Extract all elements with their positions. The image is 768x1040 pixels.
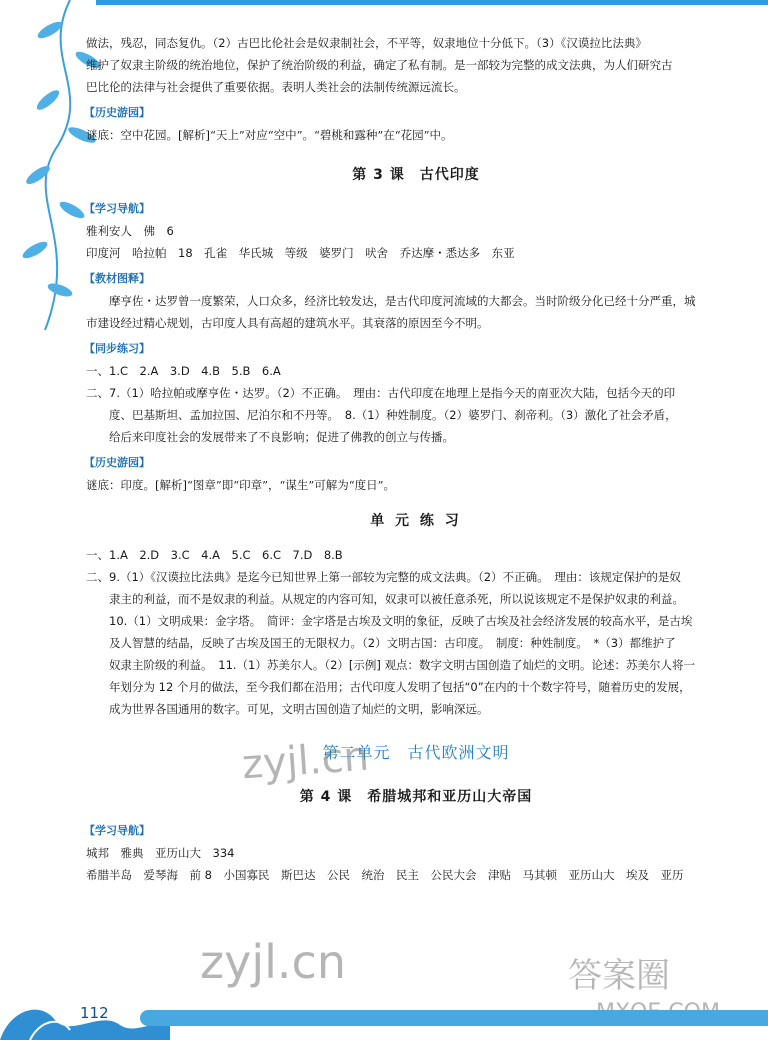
section-tag-guide: 【学习导航】: [84, 824, 150, 837]
answer-line: 一、1.C 2.A 3.D 4.B 5.B 6.A: [86, 364, 281, 378]
watermark-text: zyjl.cn: [240, 733, 371, 789]
riddle-answer: 谜底：空中花园。[解析]“天上”对应“空中”。“碧桃和露种”在“花园”中。: [86, 128, 453, 142]
unit-practice-title: 单 元 练 习: [370, 513, 462, 529]
section-tag-history: 【历史游园】: [84, 456, 150, 469]
paragraph: 巴比伦的法律与社会提供了重要依据。表明人类社会的法制传统源远流长。: [86, 80, 466, 94]
answer-line: 二、7.（1）哈拉帕或摩亨佐・达罗。（2）不正确。 理由：古代印度在地理上是指今天的南亚次大陆，包括今天的印: [86, 386, 676, 400]
answer-line: 度、巴基斯坦、孟加拉国、尼泊尔和不丹等。 8.（1）种姓制度。（2）婆罗门、刹帝利。（3）激化了社会矛盾，: [109, 408, 677, 422]
paragraph: 做法，残忍，同态复仇。（2）古巴比伦社会是奴隶制社会，不平等，奴隶地位十分低下。（3）《汉谟拉比法典》: [86, 36, 647, 50]
guide-line: 印度河 哈拉帕 18 孔雀 华氏城 等级 婆罗门 吠舍 乔达摩・悉达多 东亚: [86, 246, 515, 260]
footer-bar: [140, 1010, 768, 1026]
answer-line: 一、1.A 2.D 3.C 4.A 5.C 6.C 7.D 8.B: [86, 548, 343, 562]
answer-line: 奴隶主阶级的利益。 11.（1）苏美尔人。（2）[示例] 观点：数字文明古国创造了灿烂的文明。论述：苏美尔人将一: [109, 658, 696, 672]
lesson-title: 第 4 课 希腊城邦和亚历山大帝国: [299, 789, 533, 805]
watermark-text: 答案圈: [568, 956, 670, 996]
section-tag-guide: 【学习导航】: [84, 202, 150, 215]
page-number: 112: [80, 1004, 109, 1022]
header-rule: [96, 0, 768, 5]
riddle-answer: 谜底：印度。[解析]“图章”即“印章”，“谋生”可解为“度日”。: [86, 478, 396, 492]
lesson-title: 第 3 课 古代印度: [352, 167, 480, 183]
section-tag-figure: 【教材图释】: [84, 272, 150, 285]
guide-line: 希腊半岛 爱琴海 前 8 小国寡民 斯巴达 公民 统治 民主 公民大会 津贴 马其顿 亚历山大 埃及 亚历: [86, 868, 684, 882]
answer-line: 给后来印度社会的发展带来了不良影响；促进了佛教的创立与传播。: [109, 430, 454, 444]
paragraph: 维护了奴隶主阶级的统治地位，保护了统治阶级的利益，确定了私有制。是一部较为完整的成文法典，为人们研究古: [86, 58, 673, 72]
answer-line: 年划分为 12 个月的做法，至今我们都在沿用；古代印度人发明了包括“0”在内的十个数字符号，随着历史的发展，: [109, 680, 691, 694]
section-tag-practice: 【同步练习】: [84, 342, 150, 355]
answer-line: 二、9.（1）《汉谟拉比法典》是迄今已知世界上第一部较为完整的成文法典。（2）不正确。 理由：该规定保护的是奴: [86, 570, 681, 584]
guide-line: 城邦 雅典 亚历山大 334: [86, 846, 235, 860]
figure-text: 摩亨佐・达罗曾一度繁荣，人口众多，经济比较发达，是古代印度河流域的大都会。当时阶级分化已经十分严重，城: [109, 294, 696, 308]
section-tag-history: 【历史游园】: [84, 106, 150, 119]
page-content: [86, 32, 746, 886]
watermark-text: zyjl.cn: [200, 935, 346, 989]
answer-line: 成为世界各国通用的数字。可见，文明古国创造了灿烂的文明，影响深远。: [109, 702, 489, 716]
answer-line: 10.（1）文明成果：金字塔。 简评：金字塔是古埃及文明的象征，反映了古埃及社会经济发展的较高水平，是古埃: [109, 614, 693, 628]
figure-text: 市建设经过精心规划，古印度人具有高超的建筑水平。其衰落的原因至今不明。: [86, 316, 489, 330]
unit-title: 第二单元 古代欧洲文明: [322, 743, 510, 762]
guide-line: 雅利安人 佛 6: [86, 224, 174, 238]
answer-line: 隶主的利益，而不是奴隶的利益。从规定的内容可知，奴隶可以被任意杀死，所以说该规定不是保护奴隶的利益。: [109, 592, 684, 606]
answer-line: 及人智慧的结晶，反映了古埃及国王的无限权力。（2）文明古国：古印度。 制度：种姓制度。 *（3）都维护了: [109, 636, 676, 650]
